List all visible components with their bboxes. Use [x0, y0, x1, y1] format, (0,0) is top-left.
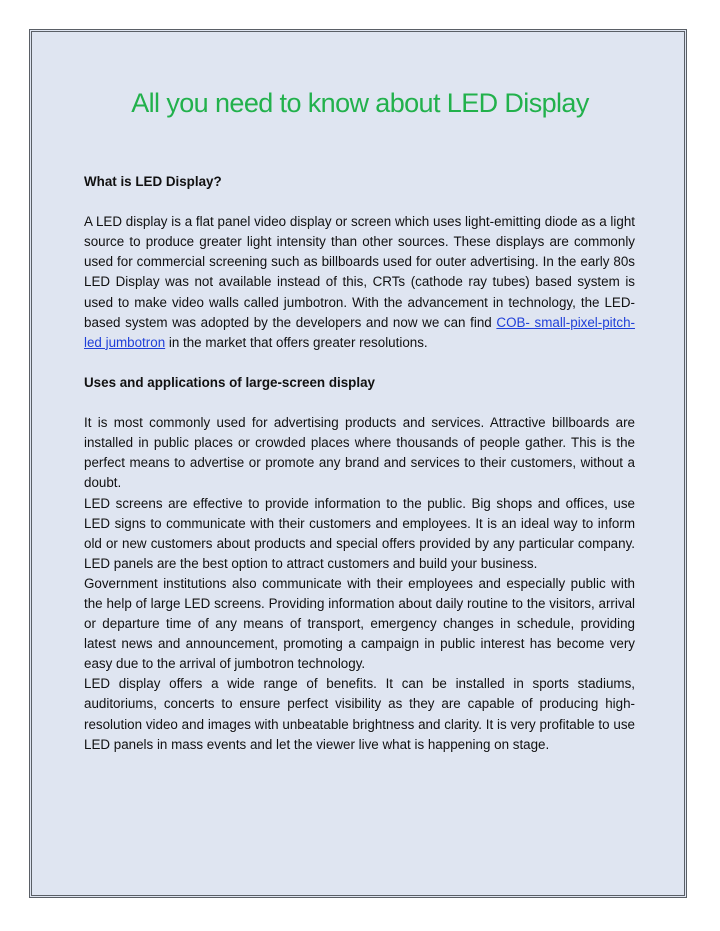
paragraph-benefits: LED display offers a wide range of benefits. It can be installed in sports stadiums, auditoriums, concerts to ensure perfect visibility as they are capable of producing high-resolution video and images with unbeatable brightness and clarity. It is very profitable to use LED panels in mass events and let the viewer live what is happening on stage.	[84, 676, 635, 752]
paragraph-advertising: It is most commonly used for advertising products and services. Attractive billboards are installed in public places or crowded places where thousands of people gather. This is the perfect means to advertise or promote any brand and services to their customers, without a doubt.	[84, 415, 635, 491]
paragraph-information: LED screens are effective to provide information to the public. Big shops and offices, use LED signs to communicate with their customers and employees. It is an ideal way to inform old or new customers about products and special offers provided by any particular company. LED panels are the best option to attract customers and build your business.	[84, 495, 635, 571]
paragraph-government: Government institutions also communicate with their employees and especially public with the help of large LED screens. Providing information about daily routine to the visitors, arrival or departure time of any means of transport, emergency changes in schedule, providing latest news and announcement, promoting a campaign in public interest has become very easy due to the arrival of jumbotron technology.	[84, 575, 635, 672]
paragraph-text-before-link: A LED display is a flat panel video display or screen which uses light-emitting diode as a light source to produce greater light intensity than other sources. These displays are commonly used for commercial screening such as billboards used for outer advertising. In the early 80s LED Display was not available instead of this, CRTs (cathode ray tubes) based system is used to make video walls called jumbotron. With the advancement in technology, the LED-based system was adopted by the developers and now we can find	[84, 214, 635, 330]
section-heading-uses: Uses and applications of large-screen display	[84, 374, 375, 390]
paragraph-what-is-led	[84, 212, 635, 353]
cob-jumbotron-link[interactable]: COB- small-pixel-pitch-led jumbotron	[84, 314, 635, 350]
document-title: All you need to know about LED Display	[131, 88, 589, 118]
section-heading-what-is-led: What is LED Display?	[84, 174, 222, 189]
document-body	[84, 172, 635, 755]
paragraph-text-after-link: in the market that offers greater resolutions.	[165, 334, 428, 350]
